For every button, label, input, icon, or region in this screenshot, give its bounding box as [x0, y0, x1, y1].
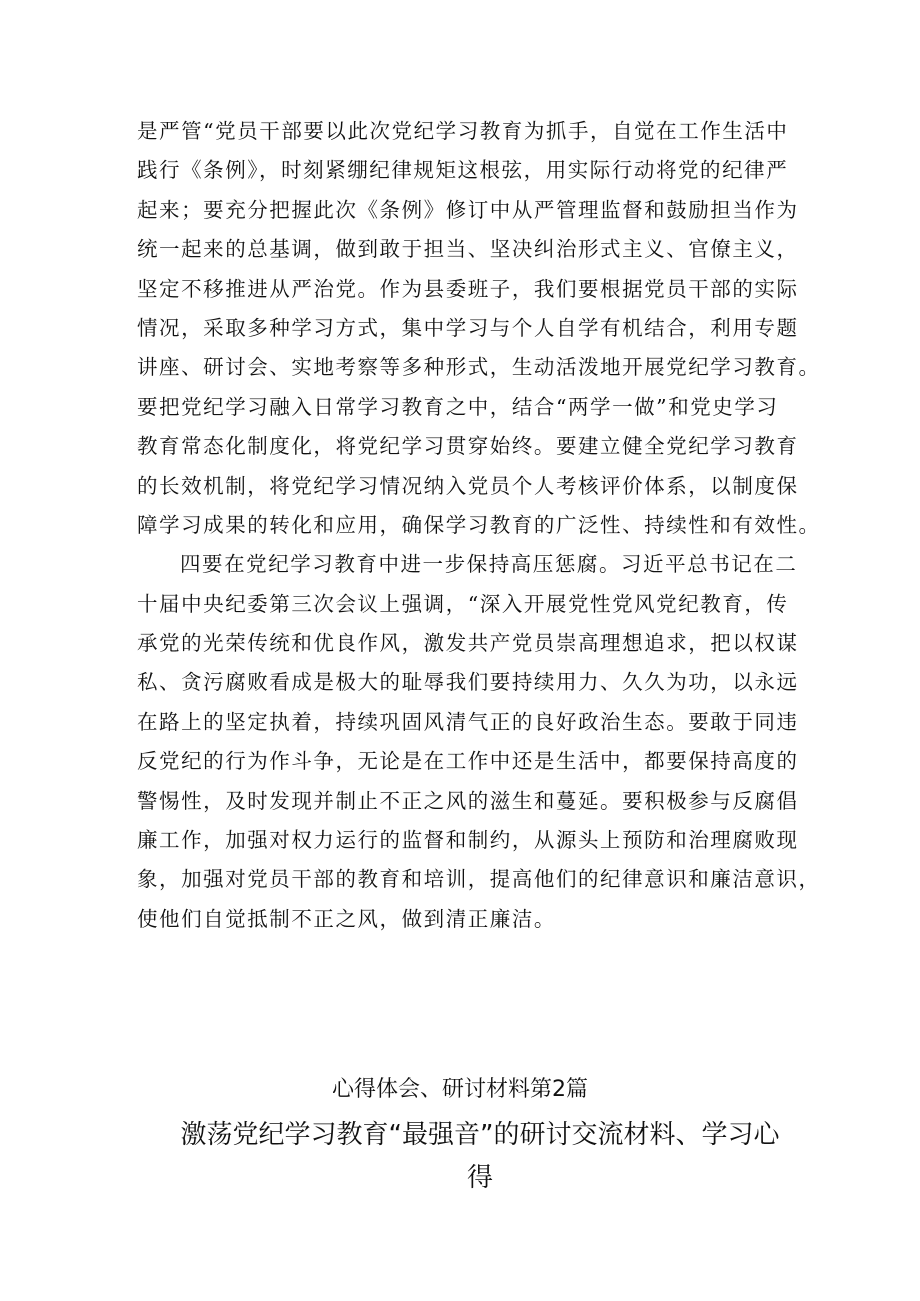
section-heading: 心得体会、研讨材料第2篇 [332, 1077, 588, 1102]
paragraph-line: 情况，采取多种学习方式，集中学习与个人自学有机结合，利用专题 [137, 315, 799, 340]
paragraph-line: 使他们自觉抵制不正之风，做到清正廉洁。 [137, 906, 556, 931]
paragraph-line: 象，加强对党员干部的教育和培训，提高他们的纪律意识和廉洁意识， [137, 867, 821, 892]
paragraph-line: 廉工作，加强对权力运行的监督和制约，从源头上预防和治理腐败现 [137, 828, 799, 853]
paragraph-line: 践行《条例》，时刻紧绷纪律规矩这根弦，用实际行动将党的纪律严 [137, 158, 789, 183]
document-title-line: 得 [466, 1163, 493, 1193]
document-title-line: 激荡党纪学习教育“最强音”的研讨交流材料、学习心 [180, 1120, 780, 1150]
paragraph-line: 四要在党纪学习教育中进一步保持高压惩腐。习近平总书记在二 [180, 552, 798, 577]
document-title [170, 1114, 790, 1200]
paragraph-2 [137, 545, 821, 939]
body-text [137, 112, 821, 939]
paragraph-line: 在路上的坚定执着，持续巩固风清气正的良好政治生态。要敢于同违 [137, 709, 799, 734]
paragraph-line: 统一起来的总基调，做到敢于担当、坚决纠治形式主义、官僚主义， [137, 237, 799, 262]
paragraph-line: 要把党纪学习融入日常学习教育之中，结合“两学一做”和党史学习 [137, 394, 779, 419]
paragraph-line: 坚定不移推进从严治党。作为县委班子，我们要根据党员干部的实际 [137, 276, 799, 301]
paragraph-line: 反党纪的行为作斗争，无论是在工作中还是生活中，都要保持高度的 [137, 749, 799, 774]
paragraph-line: 私、贪污腐败看成是极大的耻辱我们要持续用力、久久为功，以永远 [137, 670, 799, 695]
paragraph-line: 起来；要充分把握此次《条例》修订中从严管理监督和鼓励担当作为 [137, 197, 799, 222]
paragraph-line: 十届中央纪委第三次会议上强调，“深入开展党性党风党纪教育，传 [137, 591, 789, 616]
paragraph-line: 教育常态化制度化，将党纪学习贯穿始终。要建立健全党纪学习教育 [137, 434, 799, 459]
paragraph-line: 障学习成果的转化和应用，确保学习教育的广泛性、持续性和有效性。 [137, 512, 821, 537]
paragraph-1 [137, 112, 821, 545]
paragraph-line: 的长效机制，将党纪学习情况纳入党员个人考核评价体系，以制度保 [137, 473, 799, 498]
paragraph-line: 是严管“党员干部要以此次党纪学习教育为抓手，自觉在工作生活中 [137, 119, 789, 143]
paragraph-line: 警惕性，及时发现并制止不正之风的滋生和蔓延。要积极参与反腐倡 [137, 788, 799, 813]
paragraph-line: 承党的光荣传统和优良作风，激发共产党员崇高理想追求，把以权谋 [137, 631, 799, 656]
paragraph-line: 讲座、研讨会、实地考察等多种形式，生动活泼地开展党纪学习教育。 [137, 355, 821, 380]
